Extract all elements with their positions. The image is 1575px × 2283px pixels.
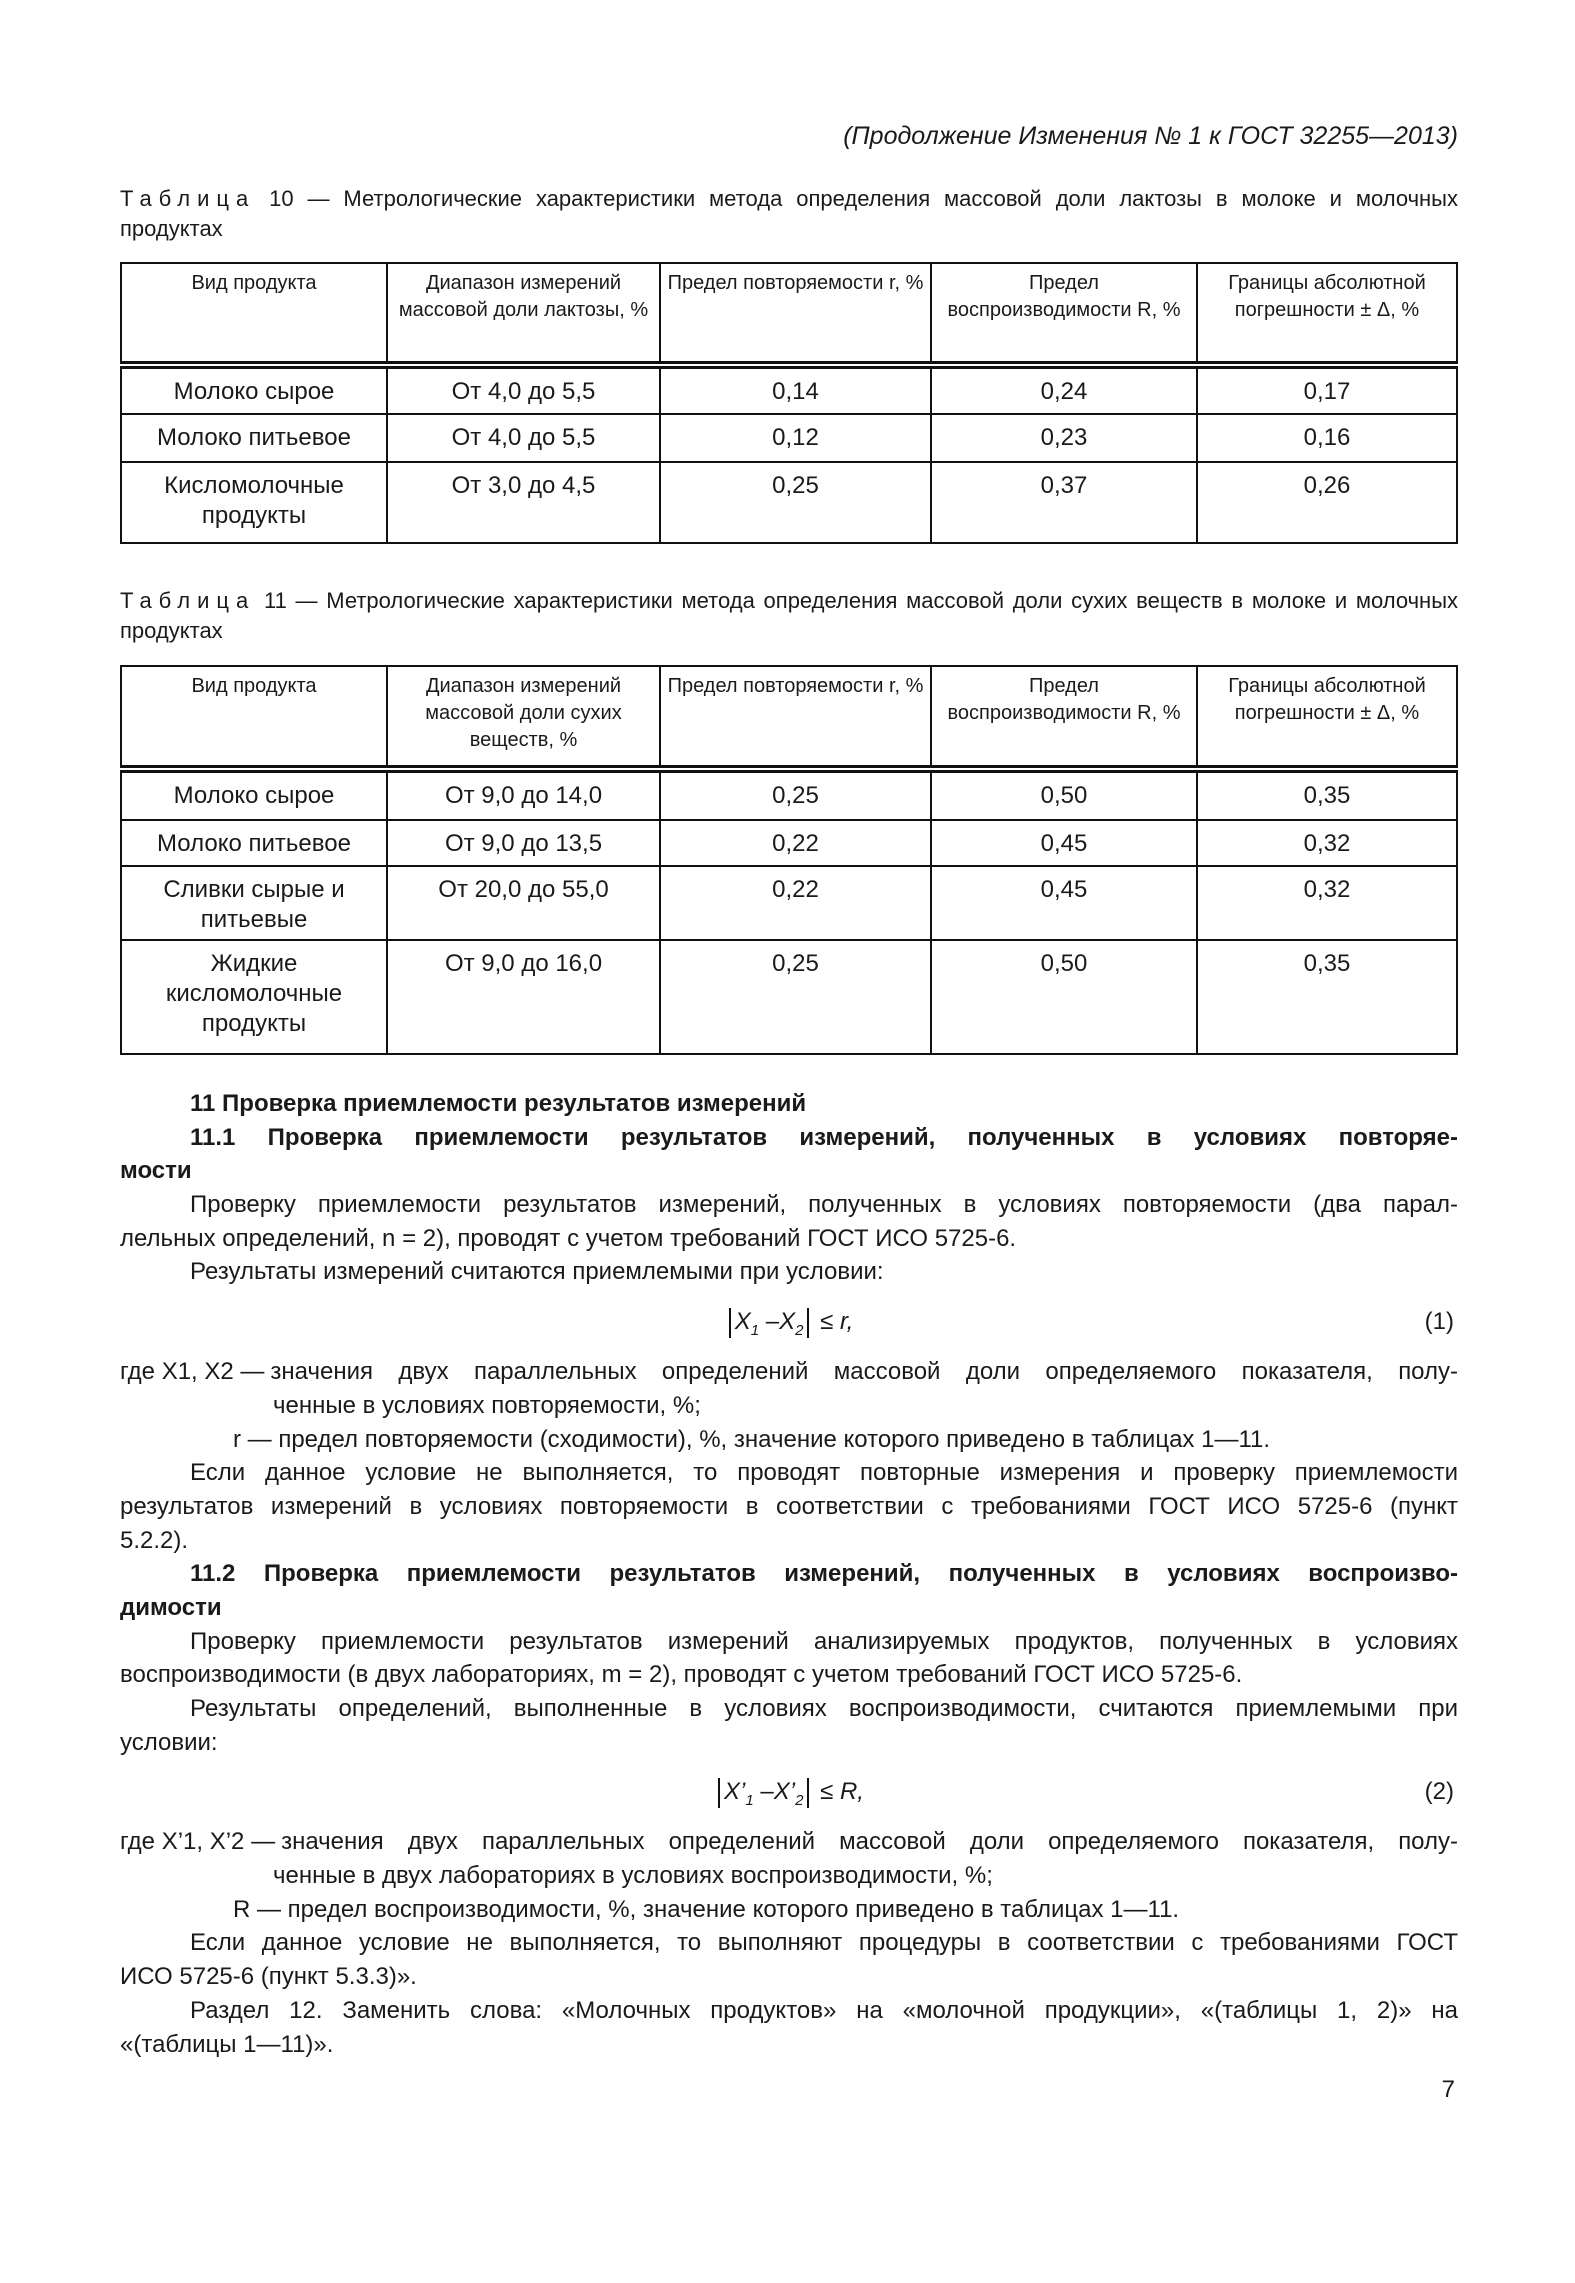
table-cell: 0,22 <box>660 866 931 940</box>
where-line <box>120 1825 1458 1859</box>
paragraph-line: результатов измерений в условиях повторяемости в соответствии с требованиями ГОСТ ИСО 5725-6 (пункт <box>120 1492 1458 1520</box>
formula-2 <box>120 1759 1458 1825</box>
table-cell: 0,16 <box>1197 414 1457 462</box>
table-cell: От 4,0 до 5,5 <box>387 414 660 462</box>
column-header: Предел повторяемости r, % <box>660 666 931 769</box>
paragraph-line: 5.2.2). <box>120 1526 189 1554</box>
subsection-heading: 11.1 Проверка приемлемости результатов измерений, полученных в условиях повторяе- <box>190 1123 1458 1151</box>
running-header: (Продолжение Изменения № 1 к ГОСТ 32255—2013) <box>843 122 1458 150</box>
table-cell: 0,45 <box>931 866 1197 940</box>
table-cell: Кисломолочные продукты <box>121 462 387 543</box>
table-cell: От 4,0 до 5,5 <box>387 365 660 414</box>
caption-text: 11 — Метрологические характеристики метода определения массовой доли сухих веществ в молоке и молочных продуктах <box>120 588 1458 643</box>
table-cell: 0,25 <box>660 940 931 1054</box>
subsection-heading: 11.2 Проверка приемлемости результатов измерений, полученных в условиях воспроизво- <box>190 1560 1458 1588</box>
table-cell: 0,37 <box>931 462 1197 543</box>
subsection-heading-cont: мости <box>120 1157 192 1185</box>
column-header: Предел воспроизводимости R, % <box>931 666 1197 769</box>
paragraph-line: R — предел воспроизводимости, %, значение которого приведено в таблицах 1—11. <box>233 1895 1180 1923</box>
formula-number: (1) <box>1424 1308 1454 1336</box>
column-header: Предел воспроизводимости R, % <box>931 263 1197 365</box>
where-text: значения двух параллельных определений массовой доли определяемого показателя, полу- <box>270 1358 1458 1386</box>
where-label: где X’1, X’2 — <box>120 1828 276 1856</box>
subsection-heading-cont: димости <box>120 1593 222 1621</box>
table-cell: 0,17 <box>1197 365 1457 414</box>
paragraph-line: «(таблицы 1—11)». <box>120 2030 334 2058</box>
page-number: 7 <box>1441 2076 1455 2103</box>
formula-rhs: ≤ r, <box>813 1308 854 1336</box>
column-header: Предел повторяемости r, % <box>660 263 931 365</box>
column-header: Вид продукта <box>121 263 387 365</box>
column-header: Диапазон измерений массовой доли лактозы, % <box>387 263 660 365</box>
table-11 <box>120 665 1458 1055</box>
paragraph-line: ченные в двух лабораториях в условиях воспроизводимости, %; <box>273 1862 993 1890</box>
formula-sub: 1 <box>745 1792 754 1810</box>
paragraph-line: лельных определений, n = 2), проводят с учетом требований ГОСТ ИСО 5725-6. <box>120 1224 1017 1252</box>
formula-term: –X’ <box>753 1778 796 1806</box>
table-cell: 0,12 <box>660 414 931 462</box>
table-cell: 0,50 <box>931 940 1197 1054</box>
table-10 <box>120 262 1458 544</box>
table-cell: 0,26 <box>1197 462 1457 543</box>
table-cell: Сливки сырые и питьевые <box>121 866 387 940</box>
table-cell: 0,35 <box>1197 940 1457 1054</box>
table-cell: 0,50 <box>931 769 1197 820</box>
table-cell: 0,32 <box>1197 820 1457 866</box>
formula-term: X’ <box>724 1778 746 1806</box>
table-header-row <box>121 263 1457 365</box>
paragraph-line: Если данное условие не выполняется, то проводят повторные измерения и проверку приемлемости <box>190 1459 1458 1487</box>
paragraph-line: Проверку приемлемости результатов измерений, полученных в условиях повторяемости (два парал- <box>190 1191 1458 1219</box>
table-cell: 0,14 <box>660 365 931 414</box>
table-cell: Молоко сырое <box>121 365 387 414</box>
paragraph-line: воспроизводимости (в двух лабораториях, m = 2), проводят с учетом требований ГОСТ ИСО 5725-6. <box>120 1661 1243 1689</box>
formula-sub: 1 <box>750 1321 760 1339</box>
paragraph-line: r — предел повторяемости (сходимости), %, значение которого приведено в таблицах 1—11. <box>233 1425 1271 1453</box>
column-header: Диапазон измерений массовой доли сухих веществ, % <box>387 666 660 769</box>
table-cell: От 9,0 до 14,0 <box>387 769 660 820</box>
table-cell: 0,32 <box>1197 866 1457 940</box>
table-cell: От 20,0 до 55,0 <box>387 866 660 940</box>
column-header: Вид продукта <box>121 666 387 769</box>
section-11-text <box>120 1087 1458 2061</box>
table-cell: 0,23 <box>931 414 1197 462</box>
paragraph-line: Проверку приемлемости результатов измерений анализируемых продуктов, полученных в условиях <box>190 1627 1458 1655</box>
where-label: где X1, X2 — <box>120 1358 265 1386</box>
column-header: Границы абсолютной погрешности ± Δ, % <box>1197 263 1457 365</box>
table-row <box>121 462 1457 543</box>
formula-sub: 2 <box>795 1792 804 1810</box>
table-row <box>121 866 1457 940</box>
table-header-row <box>121 666 1457 769</box>
table-row <box>121 365 1457 414</box>
table-10-caption <box>120 184 1458 244</box>
table-row <box>121 414 1457 462</box>
paragraph-line: Если данное условие не выполняется, то выполняют процедуры в соответствии с требованиями ГОСТ <box>190 1929 1458 1957</box>
table-row <box>121 769 1457 820</box>
formula-term: –X <box>759 1308 796 1336</box>
table-cell: 0,45 <box>931 820 1197 866</box>
paragraph-line: ченные в условиях повторяемости, %; <box>273 1391 701 1419</box>
paragraph-line: условии: <box>120 1728 218 1756</box>
table-cell: 0,25 <box>660 462 931 543</box>
where-text: значения двух параллельных определений массовой доли определяемого показателя, полу- <box>281 1828 1458 1856</box>
table-cell: Молоко питьевое <box>121 414 387 462</box>
table-row <box>121 940 1457 1054</box>
formula-rhs: ≤ R, <box>813 1778 864 1806</box>
table-cell: 0,25 <box>660 769 931 820</box>
table-cell: Молоко сырое <box>121 769 387 820</box>
table-11-caption <box>120 586 1458 646</box>
formula-term: X <box>734 1308 751 1336</box>
caption-label: Таблица <box>120 588 256 613</box>
table-cell: 0,35 <box>1197 769 1457 820</box>
paragraph-line: Раздел 12. Заменить слова: «Молочных продуктов» на «молочной продукции», «(таблицы 1, 2)» на <box>190 1996 1458 2024</box>
table-cell: 0,22 <box>660 820 931 866</box>
table-cell: От 3,0 до 4,5 <box>387 462 660 543</box>
formula-sub: 2 <box>795 1321 804 1339</box>
table-row <box>121 820 1457 866</box>
section-heading: 11 Проверка приемлемости результатов измерений <box>190 1090 807 1117</box>
column-header: Границы абсолютной погрешности ± Δ, % <box>1197 666 1457 769</box>
paragraph-line: ИСО 5725-6 (пункт 5.3.3)». <box>120 1963 417 1991</box>
caption-label: Таблица <box>120 186 256 211</box>
table-cell: От 9,0 до 16,0 <box>387 940 660 1054</box>
table-cell: Жидкие кисломолочные продукты <box>121 940 387 1054</box>
table-cell: 0,24 <box>931 365 1197 414</box>
paragraph-line: Результаты измерений считаются приемлемыми при условии: <box>190 1258 884 1286</box>
formula-1 <box>120 1289 1458 1355</box>
caption-text: 10 — Метрологические характеристики метода определения массовой доли лактозы в молоке и молочных продуктах <box>120 186 1458 241</box>
formula-number: (2) <box>1424 1778 1454 1806</box>
table-cell: Молоко питьевое <box>121 820 387 866</box>
where-line <box>120 1355 1458 1389</box>
paragraph-line: Результаты определений, выполненные в условиях воспроизводимости, считаются приемлемыми при <box>190 1695 1458 1722</box>
table-cell: От 9,0 до 13,5 <box>387 820 660 866</box>
